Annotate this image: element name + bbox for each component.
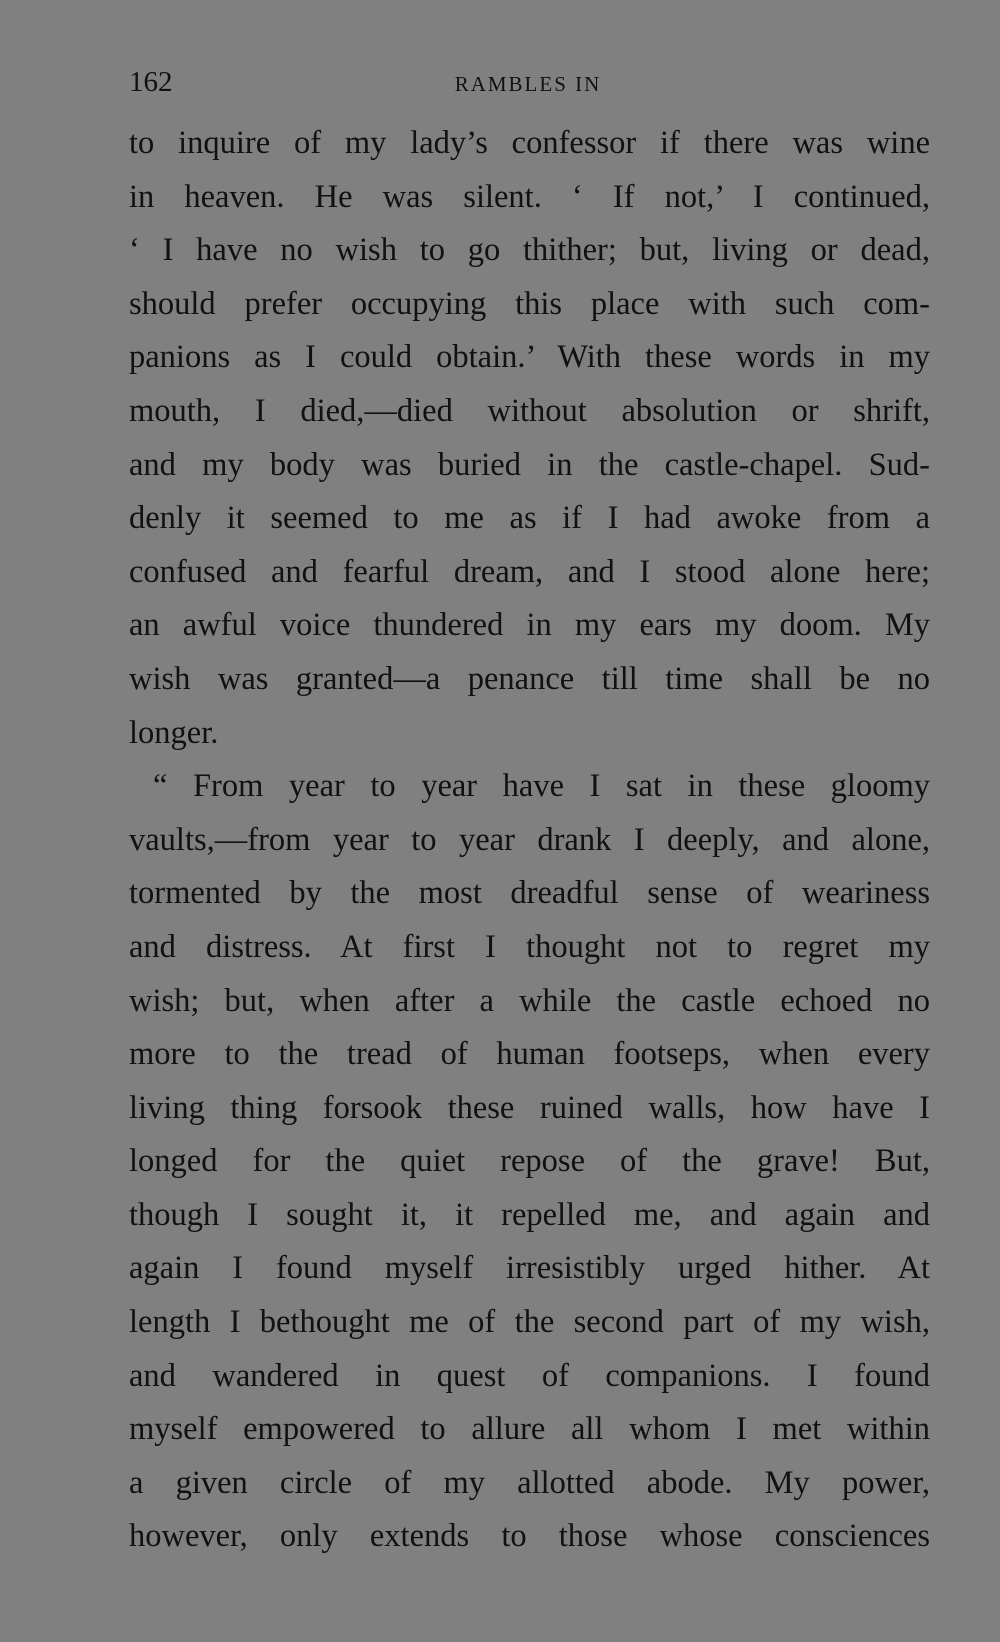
text-line: and wandered in quest of companions. I found: [129, 1357, 930, 1394]
text-line: longer.: [129, 714, 219, 751]
text-line: ‘ I have no wish to go thither; but, living or dead,: [129, 232, 930, 269]
body-text: [129, 117, 930, 1564]
text-line: myself empowered to allure all whom I met within: [129, 1411, 930, 1448]
text-line: wish; but, when after a while the castle echoed no: [129, 982, 930, 1019]
text-line: longed for the quiet repose of the grave! But,: [129, 1143, 930, 1180]
text-line: denly it seemed to me as if I had awoke from a: [129, 500, 930, 537]
text-line: though I sought it, it repelled me, and again and: [129, 1196, 930, 1233]
text-line: should prefer occupying this place with such com-: [129, 285, 930, 322]
text-line: panions as I could obtain.’ With these words in my: [129, 339, 930, 376]
text-line: length I bethought me of the second part of my wish,: [129, 1304, 930, 1341]
page-number: 162: [129, 66, 173, 98]
running-head: [129, 62, 927, 102]
text-line: wish was granted—a penance till time shall be no: [129, 660, 930, 697]
text-line: and my body was buried in the castle-chapel. Sud-: [129, 446, 930, 483]
text-line: more to the tread of human footseps, when every: [129, 1036, 930, 1073]
text-line: however, only extends to those whose consciences: [129, 1518, 930, 1555]
text-line: “ From year to year have I sat in these gloomy: [153, 768, 930, 805]
text-line: to inquire of my lady’s confessor if there was wine: [129, 125, 930, 161]
text-line: confused and fearful dream, and I stood alone here;: [129, 553, 930, 590]
text-line: in heaven. He was silent. ‘ If not,’ I continued,: [129, 178, 930, 215]
text-line: vaults,—from year to year drank I deeply, and alone,: [129, 821, 930, 858]
text-line: a given circle of my allotted abode. My power,: [129, 1464, 930, 1501]
text-line: tormented by the most dreadful sense of weariness: [129, 875, 930, 912]
running-title: RAMBLES IN: [454, 72, 602, 96]
text-line: an awful voice thundered in my ears my doom. My: [129, 607, 930, 644]
text-line: again I found myself irresistibly urged hither. At: [129, 1250, 930, 1287]
text-line: living thing forsook these ruined walls, how have I: [129, 1089, 930, 1126]
text-line: mouth, I died,—died without absolution or shrift,: [129, 392, 930, 429]
text-line: and distress. At first I thought not to regret my: [129, 928, 930, 965]
